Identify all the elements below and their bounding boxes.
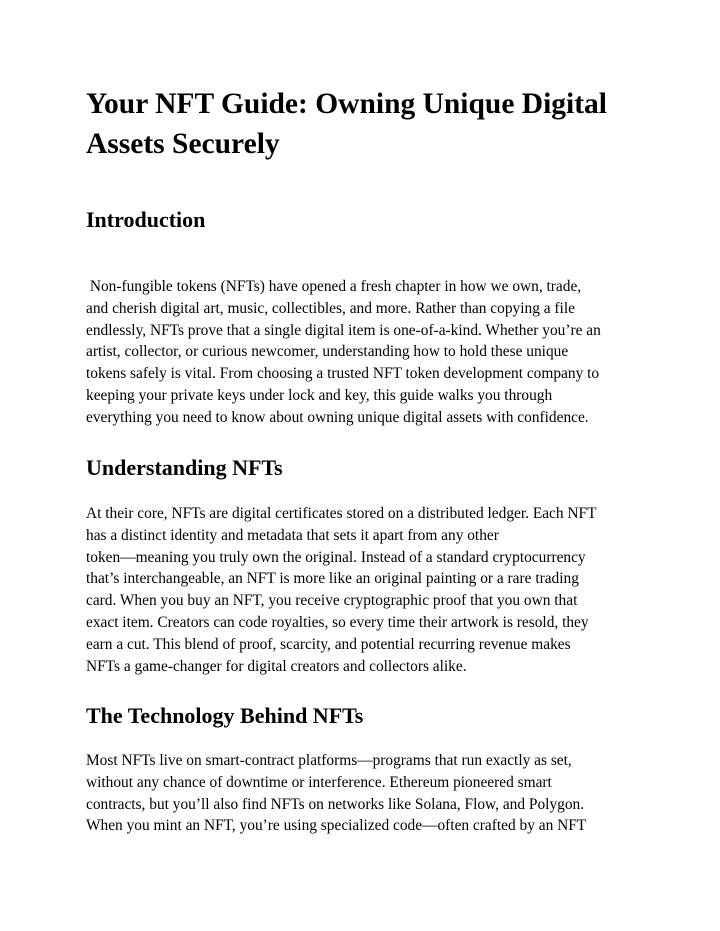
section-paragraph-understanding-nfts [86, 503, 646, 677]
text-line: keeping your private keys under lock and key, this guide walks you through [86, 386, 553, 404]
text-line: contracts, but you’ll also find NFTs on networks like Solana, Flow, and Polygon. [86, 795, 585, 813]
text-line: When you mint an NFT, you’re using specialized code—often crafted by an NFT [86, 817, 587, 835]
section-paragraph-introduction [86, 276, 646, 429]
text-line: has a distinct identity and metadata that sets it apart from any other [86, 526, 499, 544]
section-paragraph-technology-behind-nfts [86, 750, 646, 837]
text-line: earn a cut. This blend of proof, scarcity, and potential recurring revenue makes [86, 635, 571, 653]
text-line: Non-fungible tokens (NFTs) have opened a fresh chapter in how we own, trade, [86, 278, 582, 295]
section-heading-technology-behind-nfts: The Technology Behind NFTs [86, 703, 364, 728]
text-line: and cherish digital art, music, collectibles, and more. Rather than copying a file [86, 299, 575, 317]
title-line: Assets Securely [86, 128, 280, 160]
title-line: Your NFT Guide: Owning Unique Digital [86, 88, 608, 120]
text-line: exact item. Creators can code royalties, so every time their artwork is resold, they [86, 613, 589, 631]
page-title [86, 84, 646, 164]
text-line: everything you need to know about owning unique digital assets with confidence. [86, 408, 589, 426]
text-line: that’s interchangeable, an NFT is more like an original painting or a rare trading [86, 570, 579, 588]
text-line: without any chance of downtime or interference. Ethereum pioneered smart [86, 773, 552, 791]
text-line: endlessly, NFTs prove that a single digital item is one-of-a-kind. Whether you’re an [86, 321, 601, 339]
text-line: Most NFTs live on smart-contract platforms—programs that run exactly as set, [86, 752, 572, 769]
text-line: token—meaning you truly own the original. Instead of a standard cryptocurrency [86, 548, 586, 566]
text-line: artist, collector, or curious newcomer, understanding how to hold these unique [86, 343, 569, 361]
text-line: At their core, NFTs are digital certificates stored on a distributed ledger. Each NFT [86, 505, 597, 522]
text-line: card. When you buy an NFT, you receive cryptographic proof that you own that [86, 592, 578, 610]
text-line: NFTs a game-changer for digital creators and collectors alike. [86, 657, 467, 675]
section-heading-introduction: Introduction [86, 207, 206, 232]
section-heading-understanding-nfts: Understanding NFTs [86, 455, 283, 480]
text-line: tokens safely is vital. From choosing a trusted NFT token development company to [86, 365, 600, 383]
